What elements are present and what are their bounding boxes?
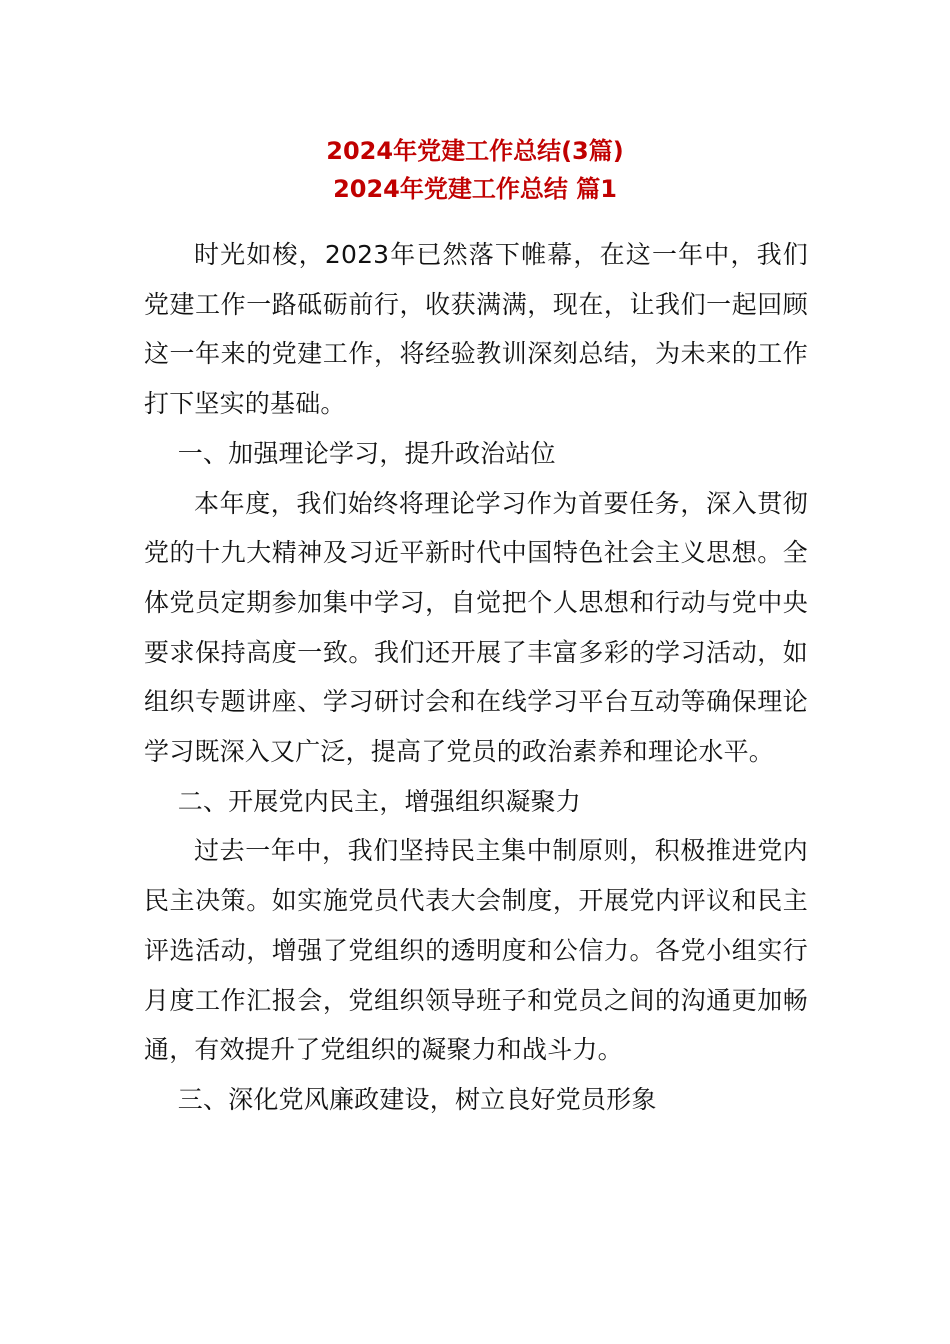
- intro-paragraph: 时光如梭，2023年已然落下帷幕，在这一年中，我们党建工作一路砥砺前行，收获满满，现在，让我们一起回顾这一年来的党建工作，将经验教训深刻总结，为未来的工作打下坚实的基础。: [144, 240, 808, 419]
- section-heading-1: 一、加强理论学习，提升政治站位: [177, 438, 556, 468]
- section-heading-2: 二、开展党内民主，增强组织凝聚力: [177, 786, 581, 816]
- document-subtitle: 2024年党建工作总结 篇1: [333, 175, 617, 203]
- section-paragraph-1: 本年度，我们始终将理论学习作为首要任务，深入贯彻党的十九大精神及习近平新时代中国特色社会主义思想。全体党员定期参加集中学习，自觉把个人思想和行动与党中央要求保持高度一致。我们还开展了丰富多彩的学习活动，如组织专题讲座、学习研讨会和在线学习平台互动等确保理论学习既深入又广泛，提高了党员的政治素养和理论水平。: [144, 488, 808, 767]
- title-block: [0, 132, 950, 208]
- document-body: [144, 230, 808, 1125]
- document-title: 2024年党建工作总结(3篇): [326, 137, 624, 165]
- section-paragraph-2: 过去一年中，我们坚持民主集中制原则，积极推进党内民主决策。如实施党员代表大会制度，开展党内评议和民主评选活动，增强了党组织的透明度和公信力。各党小组实行月度工作汇报会，党组织领导班子和党员之间的沟通更加畅通，有效提升了党组织的凝聚力和战斗力。: [144, 836, 808, 1065]
- section-heading-3: 三、深化党风廉政建设，树立良好党员形象: [177, 1084, 657, 1114]
